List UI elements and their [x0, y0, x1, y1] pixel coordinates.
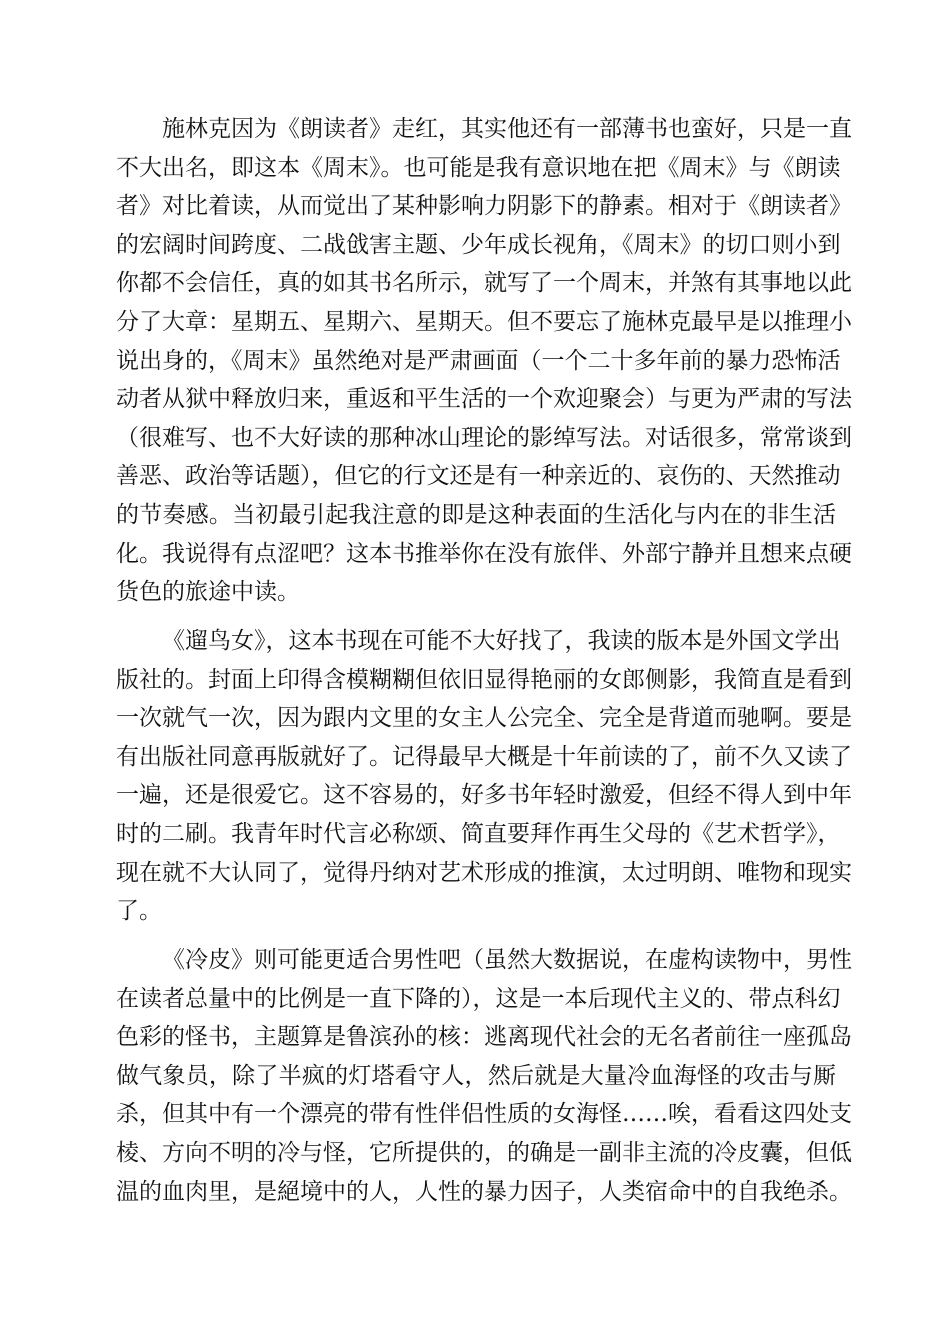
text-line: 棱、方向不明的冷与怪，它所提供的，的确是一副非主流的冷皮囊，但低	[116, 1139, 852, 1166]
text-line: 化。我说得有点涩吧？这本书推举你在没有旅伴、外部宁静并且想来点硬	[116, 540, 852, 567]
text-line: 动者从狱中释放归来，重返和平生活的一个欢迎聚会）与更为严肃的写法	[116, 386, 852, 413]
text-line: 你都不会信任，真的如其书名所示，就写了一个周末，并煞有其事地以此	[116, 270, 852, 297]
text-line: 了。	[116, 898, 162, 925]
text-line: 的节奏感。当初最引起我注意的即是这种表面的生活化与内在的非生活	[116, 501, 836, 528]
text-line: 分了大章：星期五、星期六、星期天。但不要忘了施林克最早是以推理小	[116, 308, 852, 335]
text-line: 时的二刷。我青年时代言必称颂、简直要拜作再生父母的《艺术哲学》，	[116, 820, 841, 847]
text-line: 温的血肉里，是絕境中的人，人性的暴力因子，人类宿命中的自我绝杀。	[116, 1178, 852, 1205]
text-line: 货色的旅途中读。	[116, 579, 300, 606]
text-line: 色彩的怪书，主题算是鲁滨孙的核：逃离现代社会的无名者前往一座孤岛	[116, 1024, 852, 1051]
text-line: 一次就气一次，因为跟内文里的女主人公完全、完全是背道而驰啊。要是	[116, 705, 852, 732]
text-line: 现在就不大认同了，觉得丹纳对艺术形成的推演，太过明朗、唯物和现实	[116, 859, 852, 886]
paragraph-cold-skin	[116, 941, 852, 1211]
text-line: 做气象员，除了半疯的灯塔看守人，然后就是大量冷血海怪的攻击与厮	[116, 1062, 836, 1089]
text-line: 的宏阔时间跨度、二战戗害主题、少年成长视角，《周末》的切口则小到	[116, 231, 841, 258]
text-line: 在读者总量中的比例是一直下降的），这是一本后现代主义的、带点科幻	[116, 985, 841, 1012]
text-line: 《冷皮》则可能更适合男性吧（虽然大数据说，在虚构读物中，男性	[162, 947, 852, 973]
text-line: 《遛鸟女》，这本书现在可能不大好找了，我读的版本是外国文学出	[162, 628, 841, 654]
text-line: 不大出名，即这本《周末》。也可能是我有意识地在把《周末》与《朗读	[116, 154, 841, 181]
text-line: 施林克因为《朗读者》走红，其实他还有一部薄书也蛮好，只是一直	[162, 116, 852, 142]
text-line: （很难写、也不大好读的那种冰山理论的影绰写法。对话很多，常常谈到	[116, 424, 852, 451]
paragraph-bird-girl	[116, 622, 852, 931]
text-line: 版社的。封面上印得含模糊糊但依旧显得艳丽的女郎侧影，我简直是看到	[116, 666, 852, 693]
text-line: 者》对比着读，从而觉出了某种影响力阴影下的静素。相对于《朗读者》	[116, 193, 852, 220]
text-line: 一遍，还是很爱它。这不容易的，好多书年轻时激爱，但经不得人到中年	[116, 782, 852, 809]
text-line: 说出身的，《周末》虽然绝对是严肃画面（一个二十多年前的暴力恐怖活	[116, 347, 841, 374]
text-line: 杀，但其中有一个漂亮的带有性伴侣性质的女海怪……唉，看看这四处支	[116, 1101, 852, 1128]
paragraph-weekend	[116, 110, 852, 612]
text-line: 有出版社同意再版就好了。记得最早大概是十年前读的了，前不久又读了	[116, 743, 852, 770]
text-line: 善恶、政治等话题），但它的行文还是有一种亲近的、哀伤的、天然推动	[116, 463, 841, 490]
